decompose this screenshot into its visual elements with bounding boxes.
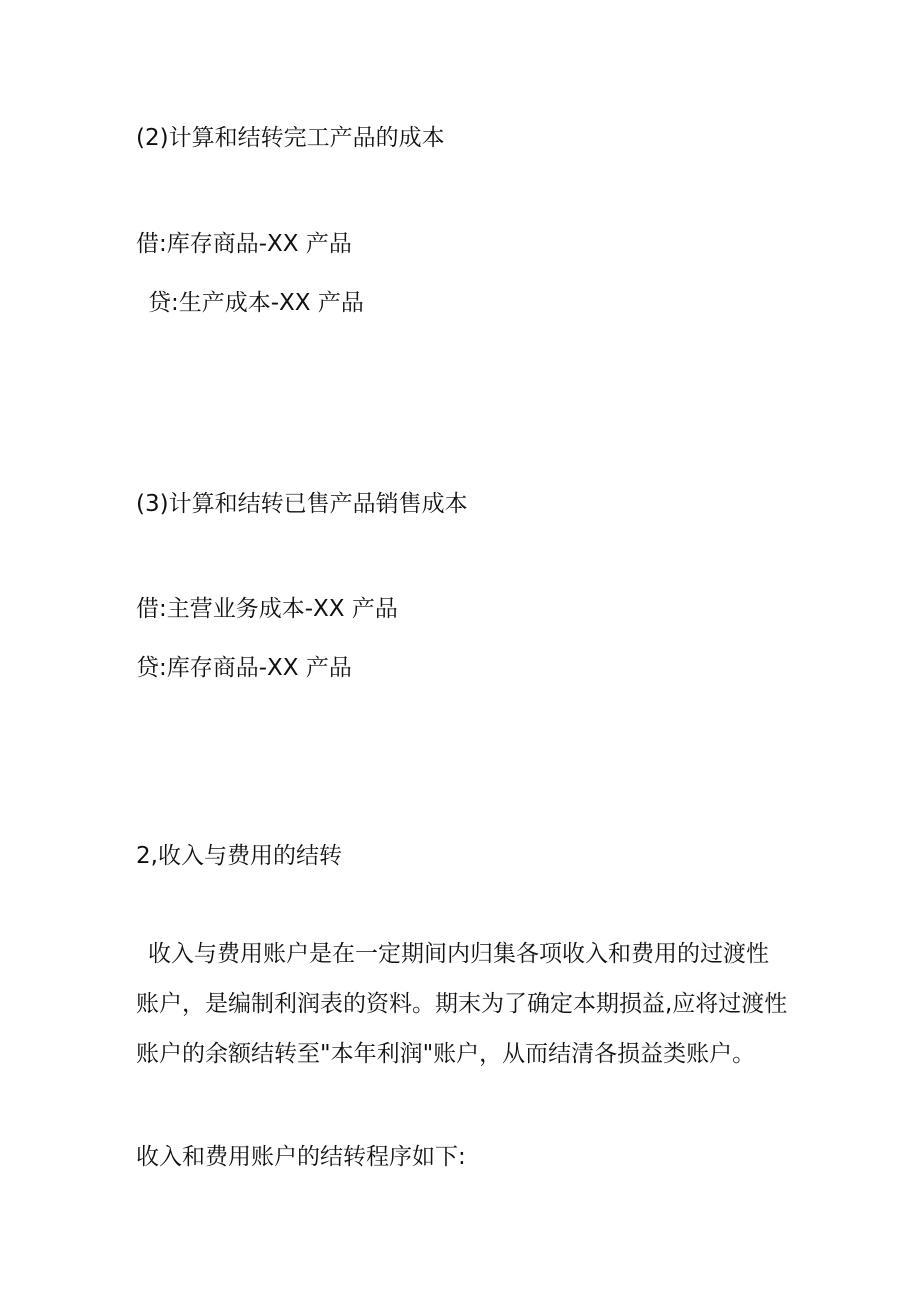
paragraph-line: 账户的余额结转至"本年利润"账户，从而结清各损益类账户。 [136, 1041, 756, 1067]
section-heading-3: (3)计算和结转已售产品销售成本 [136, 491, 468, 517]
journal-credit-line: 贷:生产成本-XX 产品 [148, 290, 364, 316]
body-paragraph [136, 929, 806, 1079]
paragraph-line: 收入与费用账户是在一定期间内归集各项收入和费用的过渡性 [148, 941, 769, 967]
paragraph-line: 账户，是编制利润表的资料。期末为了确定本期损益,应将过渡性 [136, 991, 788, 1017]
journal-debit-line: 借:主营业务成本-XX 产品 [136, 596, 398, 622]
procedure-intro: 收入和费用账户的结转程序如下: [136, 1144, 466, 1170]
part-heading: 2,收入与费用的结转 [136, 843, 342, 869]
journal-credit-line: 贷:库存商品-XX 产品 [136, 655, 352, 681]
section-heading-2: (2)计算和结转完工产品的成本 [136, 125, 445, 151]
journal-debit-line: 借:库存商品-XX 产品 [136, 231, 352, 257]
